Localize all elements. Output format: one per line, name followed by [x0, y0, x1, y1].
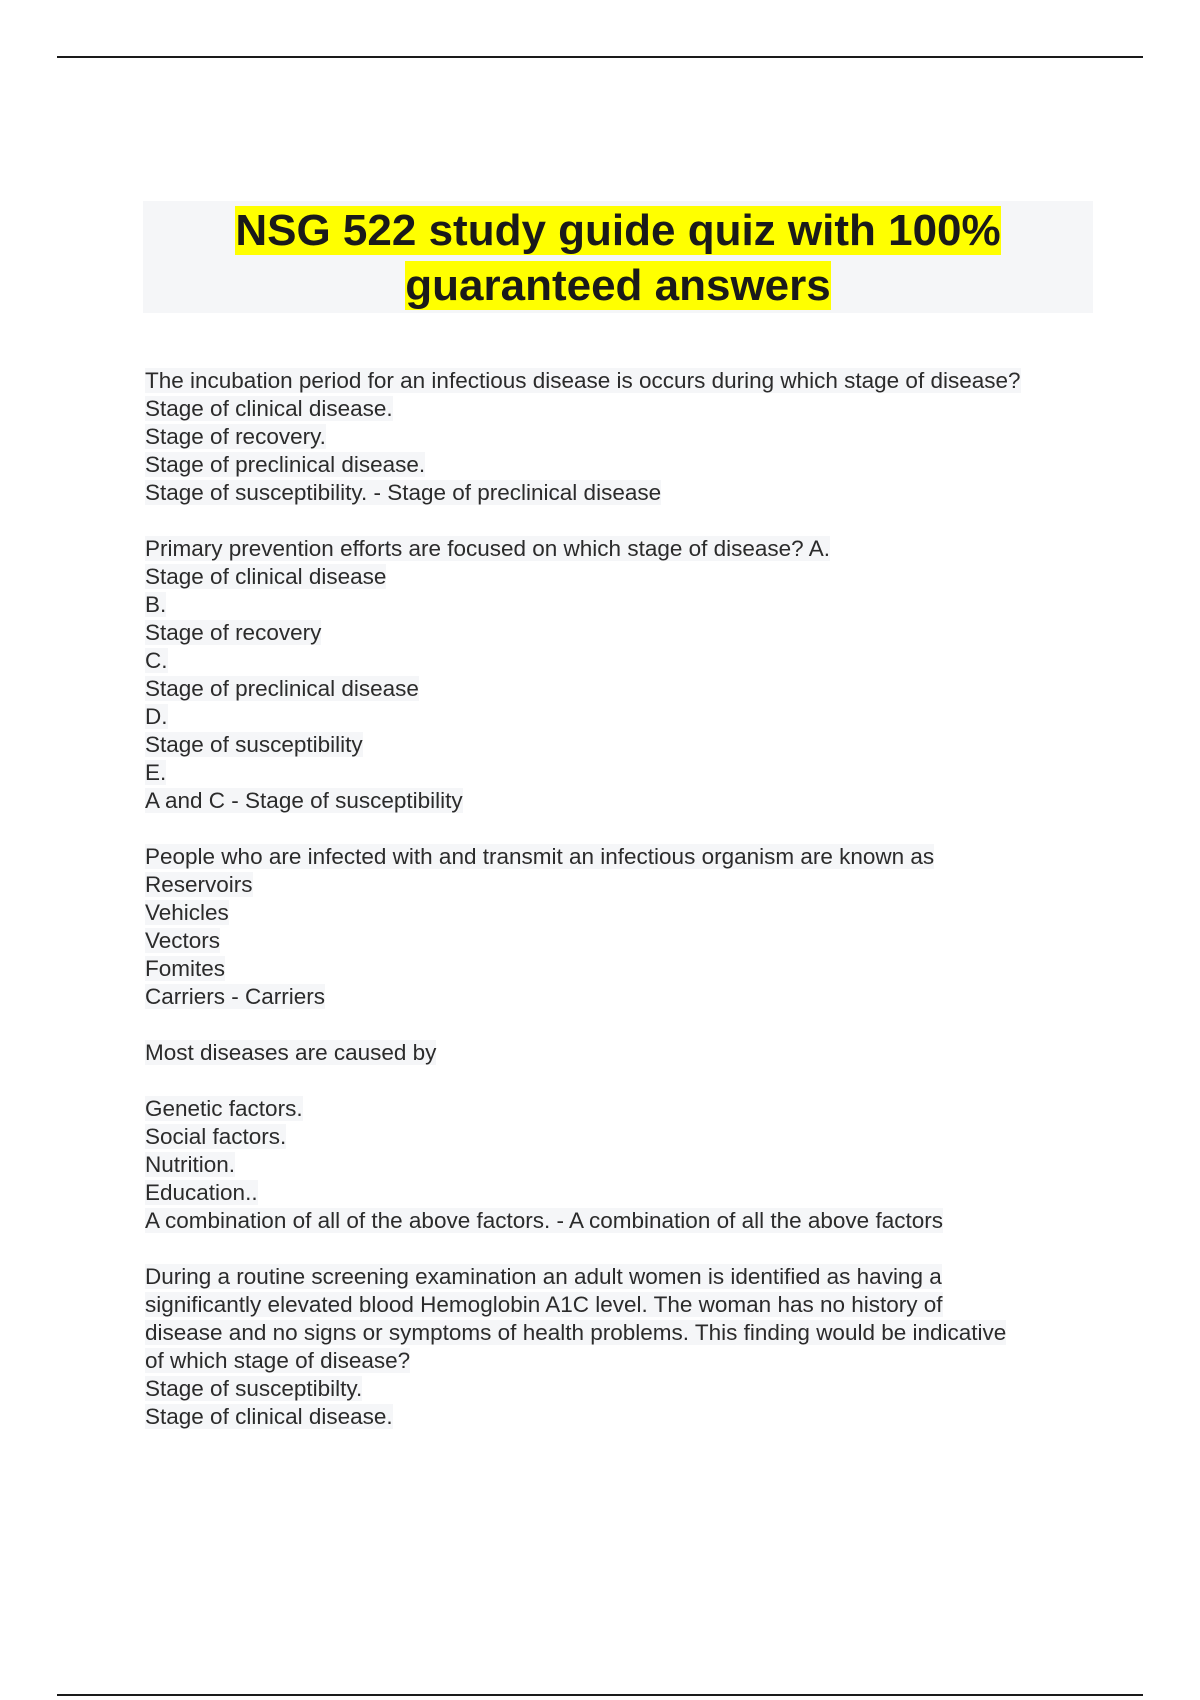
question-block-2 [145, 535, 1095, 815]
answer-option: Vehicles [145, 900, 229, 925]
blank-line [145, 1067, 1095, 1095]
option-letter: B. [145, 592, 167, 617]
answer-option-with-answer: A combination of all of the above factors. - A combination of all the above factors [145, 1208, 943, 1233]
question-text: significantly elevated blood Hemoglobin A1C level. The woman has no history of [145, 1292, 943, 1317]
answer-option: Reservoirs [145, 872, 253, 897]
answer-option: Vectors [145, 928, 221, 953]
quiz-content [145, 367, 1095, 1459]
answer-option: Nutrition. [145, 1152, 236, 1177]
question-text: Primary prevention efforts are focused on which stage of disease? A. [145, 536, 830, 561]
answer-option: Fomites [145, 956, 226, 981]
option-letter: D. [145, 704, 168, 729]
answer-option: Stage of clinical disease. [145, 396, 393, 421]
option-letter: E. [145, 760, 167, 785]
answer-option: Stage of recovery. [145, 424, 326, 449]
question-text: disease and no signs or symptoms of health problems. This finding would be indicative [145, 1320, 1007, 1345]
answer-option-with-answer: Carriers - Carriers [145, 984, 325, 1009]
page-title: NSG 522 study guide quiz with 100% guaranteed answers [235, 206, 1001, 310]
question-block-3 [145, 843, 1095, 1011]
answer-option: Stage of clinical disease [145, 564, 387, 589]
question-text: People who are infected with and transmit an infectious organism are known as [145, 844, 935, 869]
question-text: of which stage of disease? [145, 1348, 411, 1373]
question-text: The incubation period for an infectious disease is occurs during which stage of disease? [145, 368, 1021, 393]
answer-option: Stage of clinical disease. [145, 1404, 393, 1429]
answer-option: Stage of recovery [145, 620, 322, 645]
bottom-rule [57, 1694, 1143, 1696]
answer-option: Stage of preclinical disease. [145, 452, 426, 477]
answer-option: Stage of susceptibility [145, 732, 363, 757]
question-block-4 [145, 1039, 1095, 1235]
answer-option-with-answer: A and C - Stage of susceptibility [145, 788, 463, 813]
answer-option: Social factors. [145, 1124, 287, 1149]
question-block-5 [145, 1263, 1095, 1431]
top-rule [57, 56, 1143, 58]
answer-option: Stage of susceptibilty. [145, 1376, 363, 1401]
answer-option: Stage of preclinical disease [145, 676, 419, 701]
question-text: During a routine screening examination an adult women is identified as having a [145, 1264, 942, 1289]
question-text: Most diseases are caused by [145, 1040, 437, 1065]
title-banner [143, 201, 1093, 313]
answer-option-with-answer: Stage of susceptibility. - Stage of preclinical disease [145, 480, 662, 505]
answer-option: Genetic factors. [145, 1096, 303, 1121]
option-letter: C. [145, 648, 168, 673]
answer-option: Education.. [145, 1180, 258, 1205]
question-block-1 [145, 367, 1095, 507]
